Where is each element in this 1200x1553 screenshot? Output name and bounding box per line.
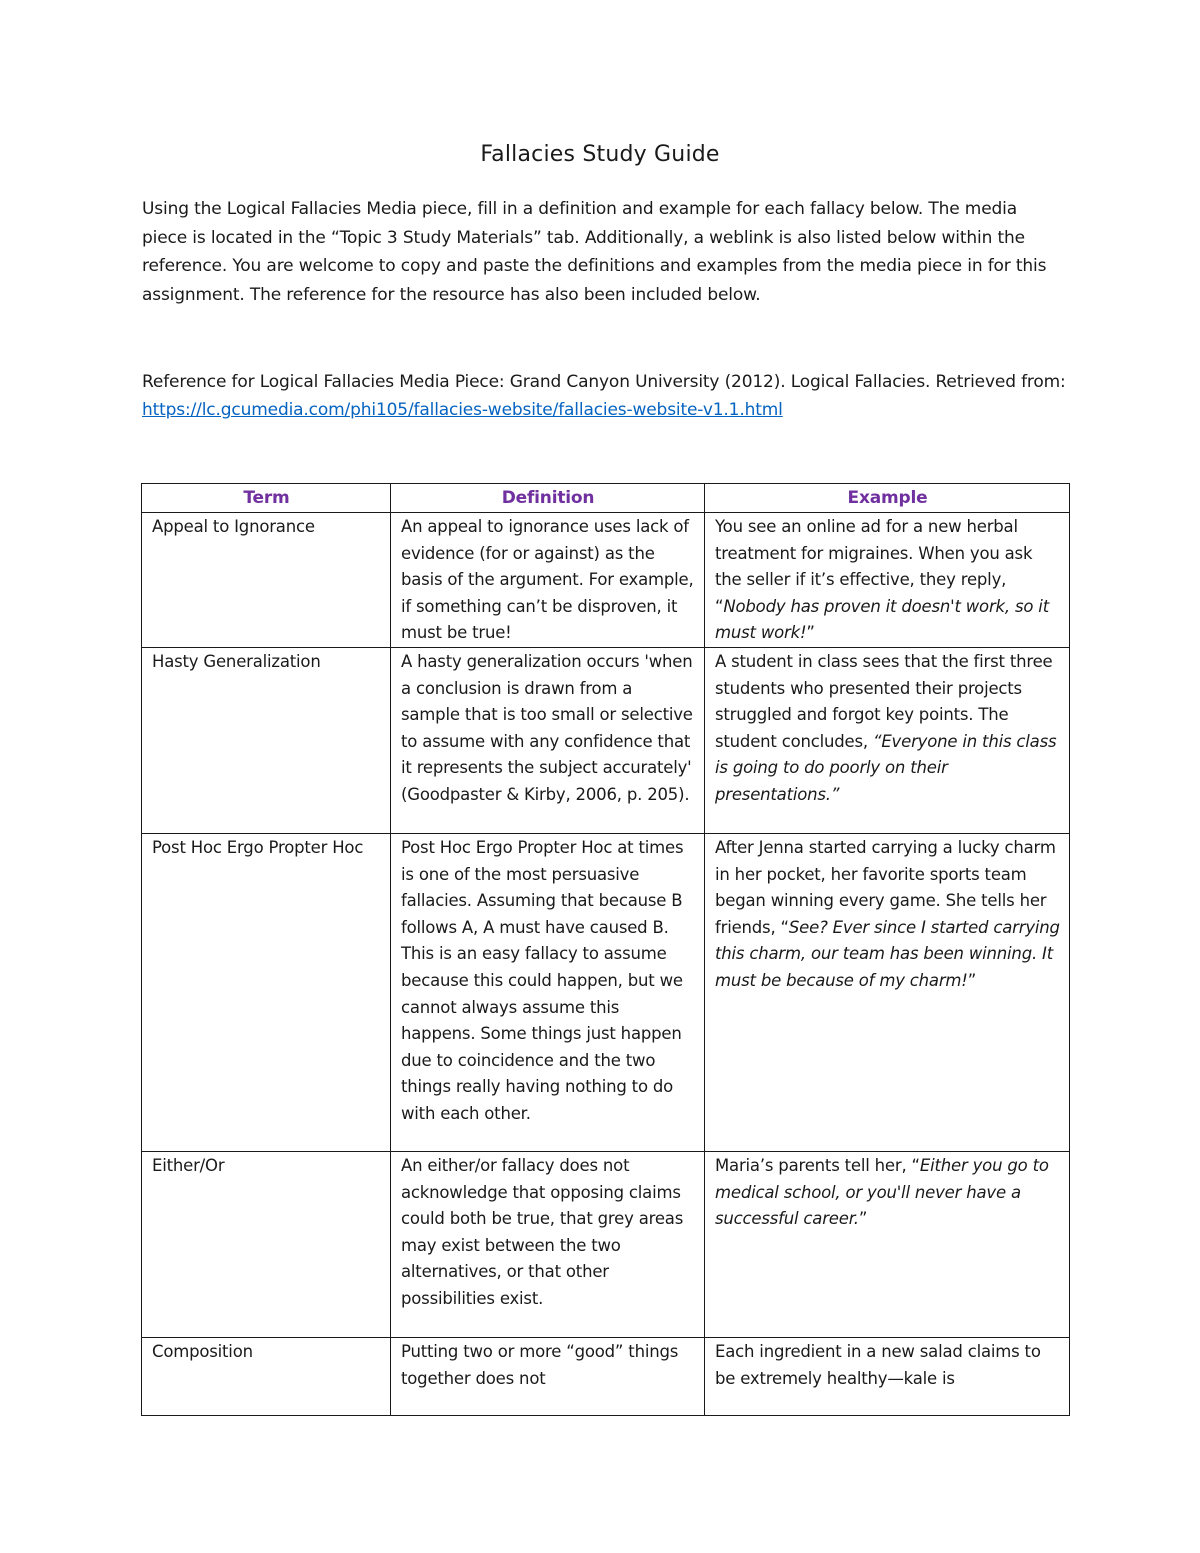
definition-cell: Putting two or more “good” things together does not [391, 1337, 705, 1415]
example-cell [705, 1151, 1070, 1337]
table-row [142, 833, 1070, 1151]
reference-paragraph [142, 368, 1067, 424]
fallacies-table [141, 483, 1070, 1416]
example-quote: See? Ever since I started carrying this charm, our team has been winning. It must be because of my charm! [715, 917, 1060, 990]
definition-cell: An either/or fallacy does not acknowledge that opposing claims could both be true, that grey areas may exist between the two alternatives, or that other possibilities exist. [391, 1151, 705, 1337]
term-cell: Post Hoc Ergo Propter Hoc [142, 833, 391, 1151]
example-text: After Jenna started carrying a lucky charm in her pocket, her favorite sports team began winning every game. She tells her friends, “ [715, 837, 1056, 937]
table-header-row [142, 484, 1070, 513]
table-row [142, 1337, 1070, 1415]
header-term: Term [142, 484, 391, 513]
reference-text: Reference for Logical Fallacies Media Piece: Grand Canyon University (2012). Logical Fallacies. Retrieved from: [142, 372, 1066, 392]
example-quote: Either you go to medical school, or you'll never have a successful career. [715, 1155, 1049, 1229]
definition-cell: An appeal to ignorance uses lack of evidence (for or against) as the basis of the argument. For example, if something can’t be disproven, it must be true! [391, 513, 705, 648]
example-text: A student in class sees that the first three students who presented their projects struggled and forgot key points. The student concludes, [715, 651, 1053, 751]
term-cell: Composition [142, 1337, 391, 1415]
example-quote: Nobody has proven it doesn't work, so it must work! [715, 596, 1049, 643]
example-cell [705, 513, 1070, 648]
example-cell [705, 833, 1070, 1151]
definition-cell: A hasty generalization occurs 'when a conclusion is drawn from a sample that is too small or selective to assume with any confidence that it represents the subject accurately' (Goodpaster & Kirby, 2006, p. 205). [391, 647, 705, 833]
definition-cell: Post Hoc Ergo Propter Hoc at times is one of the most persuasive fallacies. Assuming that because B follows A, A must have caused B. This is an easy fallacy to assume because this could happen, but we cannot always assume this happens. Some things just happen due to coincidence and the two things really having nothing to do with each other. [391, 833, 705, 1151]
term-cell: Hasty Generalization [142, 647, 391, 833]
document-title: Fallacies Study Guide [480, 142, 720, 167]
term-cell: Appeal to Ignorance [142, 513, 391, 648]
example-text: Maria’s parents tell her, “ [715, 1155, 920, 1175]
term-cell: Either/Or [142, 1151, 391, 1337]
example-close: ” [858, 1209, 868, 1229]
header-example: Example [705, 484, 1070, 513]
table-row [142, 513, 1070, 648]
example-text: You see an online ad for a new herbal treatment for migraines. When you ask the seller if it’s effective, they reply, “ [715, 517, 1033, 616]
header-definition: Definition [391, 484, 705, 513]
example-text: Each ingredient in a new salad claims to be extremely healthy—kale is [715, 1341, 1041, 1388]
table-row [142, 647, 1070, 833]
example-cell [705, 1337, 1070, 1415]
example-close: ” [806, 623, 815, 643]
example-close: ” [967, 970, 977, 990]
reference-link[interactable]: https://lc.gcumedia.com/phi105/fallacies-website/fallacies-website-v1.1.html [142, 400, 783, 420]
example-cell [705, 647, 1070, 833]
table-row [142, 1151, 1070, 1337]
example-quote: “Everyone in this class is going to do poorly on their presentations.” [715, 731, 1057, 804]
intro-paragraph: Using the Logical Fallacies Media piece, fill in a definition and example for each fallacy below. The media piece is located in the “Topic 3 Study Materials” tab. Additionally, a weblink is also listed below within the reference. You are welcome to copy and paste the definitions and examples from the media piece in for this assignment. The reference for the resource has also been included below. [142, 199, 1047, 305]
